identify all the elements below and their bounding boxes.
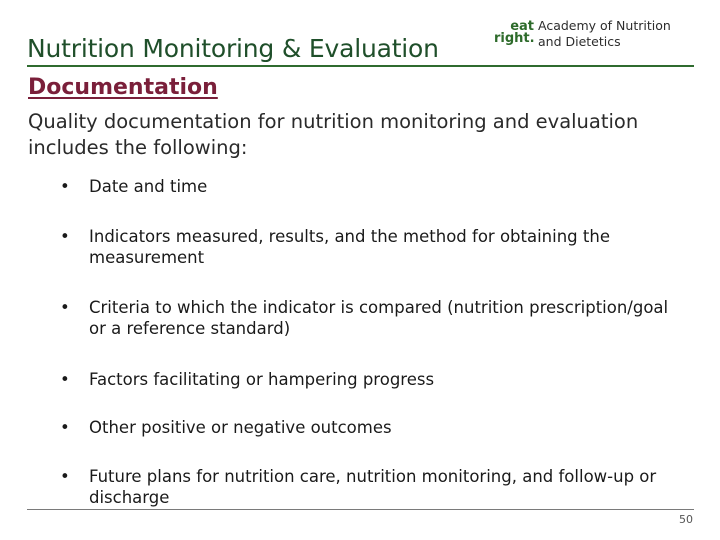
logo-org-line1: Academy of Nutrition — [538, 18, 671, 33]
bullet-text: Date and time — [89, 177, 208, 196]
bullet-text: Other positive or negative outcomes — [89, 418, 392, 437]
bullet-item — [60, 297, 690, 339]
bullet-item — [60, 466, 690, 508]
page-number: 50 — [679, 513, 693, 526]
bullet-text: Criteria to which the indicator is compared (nutrition prescription/goal or a reference standard) — [89, 298, 669, 338]
bullet-item — [60, 226, 690, 268]
intro-text: Quality documentation for nutrition monitoring and evaluation includes the following: — [28, 110, 639, 159]
eat-right-logo-mark — [494, 21, 534, 45]
bullet-dot-icon: • — [60, 177, 70, 196]
logo-org-line2: and Dietetics — [538, 34, 621, 49]
bullet-text: Future plans for nutrition care, nutrition monitoring, and follow-up or discharge — [89, 467, 657, 507]
bullet-dot-icon: • — [60, 227, 70, 246]
bullet-text: Factors facilitating or hampering progress — [89, 370, 435, 389]
bullet-dot-icon: • — [60, 418, 70, 437]
academy-logo — [494, 17, 694, 57]
slide-title: Nutrition Monitoring & Evaluation — [27, 34, 439, 63]
logo-mark-line1: eat — [510, 19, 534, 34]
bullet-item — [60, 417, 690, 438]
section-heading: Documentation — [28, 75, 218, 100]
logo-mark-line2: right. — [494, 31, 535, 46]
logo-org-name — [538, 18, 671, 50]
bullet-dot-icon: • — [60, 298, 70, 317]
bullet-item — [60, 176, 690, 197]
footer-divider — [27, 509, 694, 510]
bullet-text: Indicators measured, results, and the method for obtaining the measurement — [89, 227, 610, 267]
bullet-item — [60, 369, 690, 390]
bullet-dot-icon: • — [60, 370, 70, 389]
bullet-dot-icon: • — [60, 467, 70, 486]
header-divider — [27, 65, 694, 67]
